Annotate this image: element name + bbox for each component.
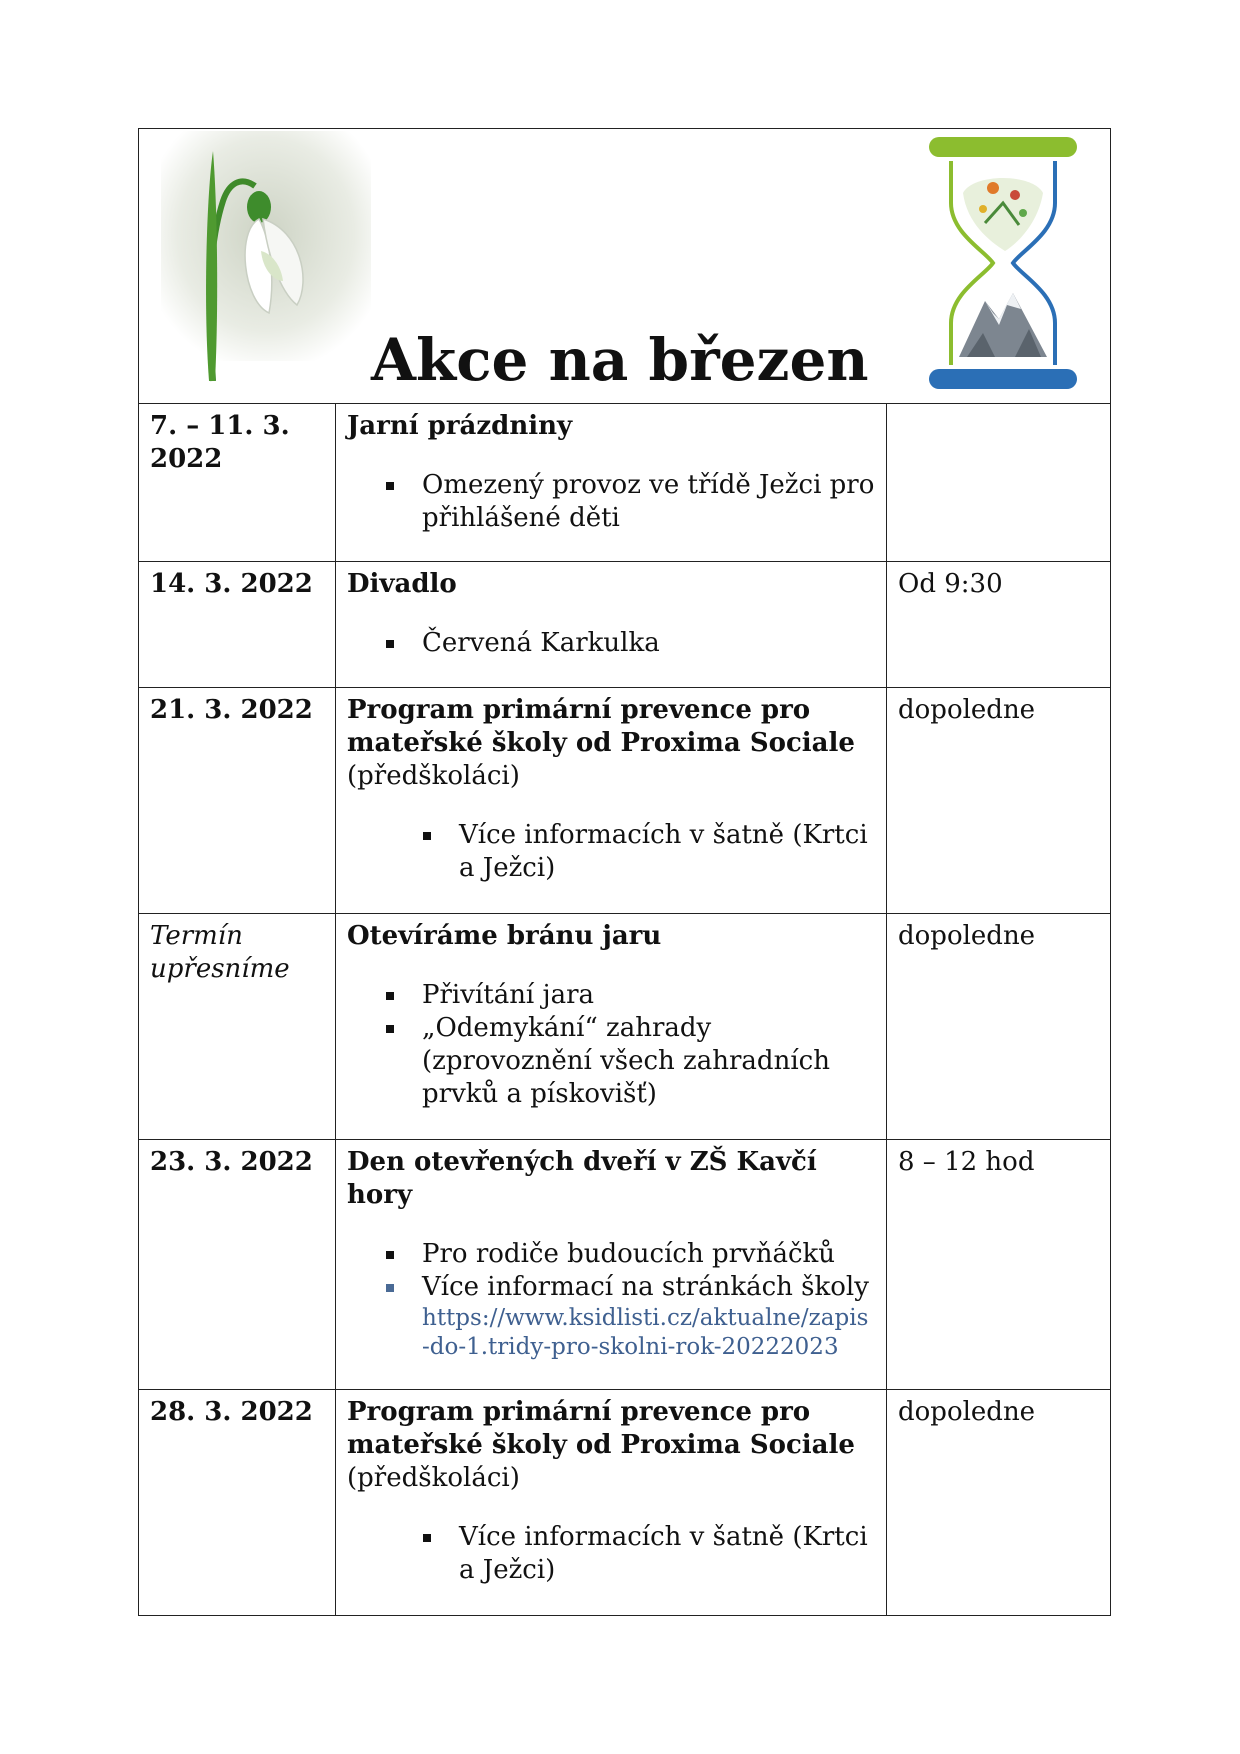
date-line: Termín (150, 921, 243, 951)
event-time: 8 – 12 hod (887, 1140, 1111, 1390)
list-item: „Odemykání“ zahrady (zprovoznění všech zahradních prvků a pískovišť) (422, 1012, 875, 1111)
event-title: Program primární prevence pro mateřské školy od Proxima Sociale (347, 695, 855, 758)
event-time: Od 9:30 (887, 562, 1111, 688)
school-website-link[interactable]: https://www.ksidlisti.cz/aktualne/zapis-do-1.tridy-pro-skolni-rok-20222023 (422, 1305, 869, 1360)
event-subtitle: (předškoláci) (347, 1463, 520, 1493)
event-date: 21. 3. 2022 (139, 688, 336, 914)
list-item-text: Více informací na stránkách školy (422, 1272, 869, 1302)
event-date (139, 914, 336, 1140)
table-row (139, 914, 1111, 1140)
snowdrop-image (151, 131, 371, 391)
event-cell (336, 1390, 887, 1616)
event-title: Otevíráme bránu jaru (347, 921, 662, 951)
event-date: 28. 3. 2022 (139, 1390, 336, 1616)
event-subtitle: (předškoláci) (347, 761, 520, 791)
events-table (138, 128, 1111, 1616)
event-bullets (347, 1521, 875, 1587)
event-date: 23. 3. 2022 (139, 1140, 336, 1390)
header-cell (139, 129, 1111, 404)
event-time: dopoledne (887, 914, 1111, 1140)
list-item: Pro rodiče budoucích prvňáčků (422, 1238, 875, 1271)
page-title: Akce na březen (371, 326, 869, 394)
table-row (139, 562, 1111, 688)
event-cell (336, 562, 887, 688)
hourglass-image (923, 133, 1083, 399)
event-cell (336, 404, 887, 562)
event-date: 7. – 11. 3. 2022 (139, 404, 336, 562)
event-title: Program primární prevence pro mateřské školy od Proxima Sociale (347, 1397, 855, 1460)
table-row (139, 1140, 1111, 1390)
event-bullets (347, 979, 875, 1111)
list-item (422, 1271, 875, 1362)
event-time (887, 404, 1111, 562)
table-row (139, 1390, 1111, 1616)
event-title: Jarní prázdniny (347, 411, 573, 441)
event-time: dopoledne (887, 688, 1111, 914)
event-date: 14. 3. 2022 (139, 562, 336, 688)
event-cell (336, 914, 887, 1140)
event-bullets (347, 1238, 875, 1362)
event-bullets (347, 627, 875, 660)
list-item: Omezený provoz ve třídě Ježci pro přihlášené děti (422, 470, 875, 533)
table-row (139, 688, 1111, 914)
event-title: Divadlo (347, 569, 457, 599)
event-cell (336, 688, 887, 914)
list-item: Více informacích v šatně (Krtci a Ježci) (459, 819, 875, 885)
event-bullets (347, 819, 875, 885)
event-time: dopoledne (887, 1390, 1111, 1616)
event-title: Den otevřených dveří v ZŠ Kavčí hory (347, 1147, 817, 1210)
list-item: Přivítání jara (422, 979, 875, 1012)
table-row (139, 404, 1111, 562)
list-item: Více informacích v šatně (Krtci a Ježci) (459, 1521, 875, 1587)
list-item: Červená Karkulka (422, 627, 875, 660)
event-cell (336, 1140, 887, 1390)
event-bullets (347, 469, 875, 535)
date-line: upřesníme (150, 954, 290, 984)
